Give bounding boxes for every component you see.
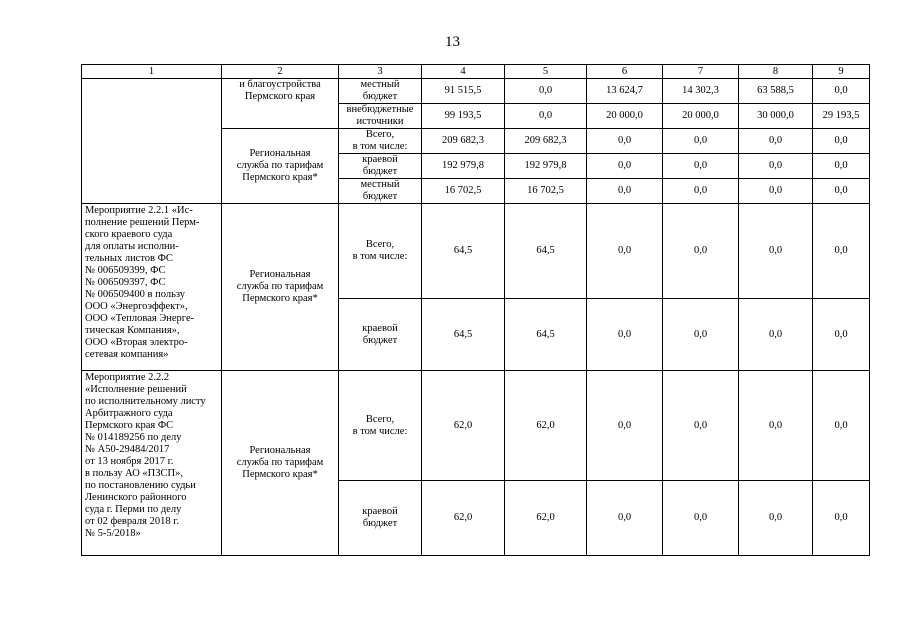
amount-cell: 62,0 bbox=[422, 371, 505, 481]
text-line: служба по тарифам bbox=[236, 281, 324, 292]
text-line: Пермского края* bbox=[242, 293, 318, 304]
text-line: бюджет bbox=[362, 191, 398, 202]
amount-cell: 0,0 bbox=[813, 481, 870, 556]
amount-cell: 14 302,3 bbox=[663, 79, 739, 104]
amount-cell: 0,0 bbox=[663, 154, 739, 179]
event-description bbox=[82, 371, 222, 556]
amount-cell: 0,0 bbox=[587, 204, 663, 299]
amount-cell: 20 000,0 bbox=[587, 104, 663, 129]
funding-source bbox=[339, 299, 422, 371]
amount-cell: 0,0 bbox=[505, 104, 587, 129]
amount-cell: 0,0 bbox=[663, 204, 739, 299]
text-line: бюджет bbox=[362, 166, 398, 177]
text-line: ского краевого суда bbox=[85, 229, 173, 240]
text-line: краевой bbox=[362, 322, 398, 334]
text-line: «Исполнение решений bbox=[85, 384, 187, 395]
amount-cell: 0,0 bbox=[587, 481, 663, 556]
text-line: Мероприятие 2.2.2 bbox=[85, 372, 170, 383]
text-line: по постановлению судьи bbox=[85, 480, 196, 491]
text-line: Всего, bbox=[365, 413, 395, 425]
column-header: 3 bbox=[339, 65, 422, 79]
text-line: в пользу АО «ПЗСП», bbox=[85, 468, 183, 479]
amount-cell: 16 702,5 bbox=[505, 179, 587, 204]
amount-cell: 0,0 bbox=[663, 481, 739, 556]
funding-source bbox=[339, 129, 422, 154]
amount-cell: 16 702,5 bbox=[422, 179, 505, 204]
text-line: для оплаты исполни- bbox=[85, 241, 179, 252]
text-line: Всего, bbox=[365, 239, 395, 250]
text-line: сетевая компания» bbox=[85, 349, 169, 360]
text-line: № 006509400 в пользу bbox=[85, 289, 186, 300]
amount-cell: 0,0 bbox=[505, 79, 587, 104]
amount-cell: 0,0 bbox=[739, 204, 813, 299]
funding-source bbox=[339, 204, 422, 299]
column-header: 9 bbox=[813, 65, 870, 79]
executor-cell bbox=[222, 204, 339, 371]
text-line: Пермского края ФС bbox=[85, 420, 174, 431]
funding-source bbox=[339, 79, 422, 104]
budget-table bbox=[81, 64, 870, 556]
column-header: 5 bbox=[505, 65, 587, 79]
text-line: тическая Компания», bbox=[85, 325, 180, 336]
funding-source bbox=[339, 104, 422, 129]
amount-cell: 0,0 bbox=[587, 371, 663, 481]
text-line: № А50-29484/2017 bbox=[85, 444, 170, 455]
text-line: ООО «Тепловая Энерге- bbox=[85, 313, 195, 324]
text-line: Мероприятие 2.2.1 «Ис- bbox=[85, 205, 193, 216]
amount-cell: 0,0 bbox=[739, 179, 813, 204]
text-line: Пермского края* bbox=[242, 172, 318, 183]
amount-cell: 0,0 bbox=[663, 299, 739, 371]
table-row bbox=[82, 371, 870, 481]
text-line: по исполнительному листу bbox=[85, 396, 206, 407]
amount-cell: 64,5 bbox=[505, 299, 587, 371]
amount-cell: 209 682,3 bbox=[422, 129, 505, 154]
event-description bbox=[82, 204, 222, 371]
text-line: № 006509399, ФС bbox=[85, 265, 166, 276]
column-header-row bbox=[82, 65, 870, 79]
text-line: внебюджетные bbox=[346, 104, 414, 115]
amount-cell: 0,0 bbox=[813, 154, 870, 179]
amount-cell: 62,0 bbox=[422, 481, 505, 556]
text-line: № 014189256 по делу bbox=[85, 432, 182, 443]
text-line: бюджет bbox=[362, 334, 398, 346]
text-line: Пермского края bbox=[244, 91, 316, 102]
amount-cell: 0,0 bbox=[813, 299, 870, 371]
amount-cell: 20 000,0 bbox=[663, 104, 739, 129]
executor-cell bbox=[222, 129, 339, 204]
page-number: 13 bbox=[445, 34, 460, 50]
amount-cell: 62,0 bbox=[505, 371, 587, 481]
text-line: местный bbox=[360, 179, 400, 190]
amount-cell: 62,0 bbox=[505, 481, 587, 556]
column-header: 8 bbox=[739, 65, 813, 79]
amount-cell: 91 515,5 bbox=[422, 79, 505, 104]
amount-cell: 0,0 bbox=[587, 299, 663, 371]
column-header: 6 bbox=[587, 65, 663, 79]
text-line: ООО «Вторая электро- bbox=[85, 337, 188, 348]
text-line: бюджет bbox=[362, 91, 398, 102]
funding-source bbox=[339, 154, 422, 179]
text-line: ООО «Энергоэффект», bbox=[85, 301, 188, 312]
amount-cell: 0,0 bbox=[739, 299, 813, 371]
amount-cell: 64,5 bbox=[422, 299, 505, 371]
column-header: 7 bbox=[663, 65, 739, 79]
amount-cell: 0,0 bbox=[813, 79, 870, 104]
text-line: Пермского края* bbox=[242, 469, 318, 480]
amount-cell: 0,0 bbox=[739, 154, 813, 179]
amount-cell: 0,0 bbox=[587, 179, 663, 204]
event-description bbox=[82, 79, 222, 204]
amount-cell: 192 979,8 bbox=[422, 154, 505, 179]
amount-cell: 0,0 bbox=[739, 129, 813, 154]
text-line: в том числе: bbox=[352, 425, 408, 437]
amount-cell: 0,0 bbox=[739, 371, 813, 481]
amount-cell: 13 624,7 bbox=[587, 79, 663, 104]
amount-cell: 0,0 bbox=[813, 179, 870, 204]
text-line: тельных листов ФС bbox=[85, 253, 173, 264]
text-line: № 5-5/2018» bbox=[85, 528, 141, 539]
text-line: в том числе: bbox=[352, 141, 408, 152]
table-row bbox=[82, 79, 870, 104]
amount-cell: 0,0 bbox=[739, 481, 813, 556]
executor-cell bbox=[222, 371, 339, 556]
text-line: служба по тарифам bbox=[236, 457, 324, 468]
amount-cell: 64,5 bbox=[422, 204, 505, 299]
text-line: в том числе: bbox=[352, 251, 408, 262]
text-line: от 02 февраля 2018 г. bbox=[85, 516, 179, 527]
amount-cell: 192 979,8 bbox=[505, 154, 587, 179]
text-line: Региональная bbox=[249, 148, 311, 159]
text-line: Региональная bbox=[249, 445, 311, 456]
text-line: № 006509397, ФС bbox=[85, 277, 166, 288]
text-line: и благоустройства bbox=[239, 79, 321, 90]
text-line: источники bbox=[356, 116, 404, 127]
funding-source bbox=[339, 371, 422, 481]
amount-cell: 29 193,5 bbox=[813, 104, 870, 129]
text-line: Всего, bbox=[365, 129, 395, 140]
executor-cell bbox=[222, 79, 339, 129]
amount-cell: 0,0 bbox=[663, 371, 739, 481]
text-line: служба по тарифам bbox=[236, 160, 324, 171]
amount-cell: 0,0 bbox=[663, 129, 739, 154]
text-line: полнение решений Перм- bbox=[85, 217, 200, 228]
text-line: суда г. Перми по делу bbox=[85, 504, 182, 515]
amount-cell: 0,0 bbox=[813, 371, 870, 481]
amount-cell: 64,5 bbox=[505, 204, 587, 299]
amount-cell: 0,0 bbox=[587, 129, 663, 154]
amount-cell: 209 682,3 bbox=[505, 129, 587, 154]
text-line: краевой bbox=[362, 154, 398, 165]
column-header: 2 bbox=[222, 65, 339, 79]
text-line: Региональная bbox=[249, 269, 311, 280]
text-line: местный bbox=[360, 79, 400, 90]
column-header: 4 bbox=[422, 65, 505, 79]
text-line: краевой bbox=[362, 506, 398, 517]
text-line: Арбитражного суда bbox=[85, 408, 173, 419]
funding-source bbox=[339, 481, 422, 556]
text-line: бюджет bbox=[362, 518, 398, 529]
amount-cell: 99 193,5 bbox=[422, 104, 505, 129]
amount-cell: 0,0 bbox=[663, 179, 739, 204]
amount-cell: 0,0 bbox=[813, 129, 870, 154]
column-header: 1 bbox=[82, 65, 222, 79]
amount-cell: 0,0 bbox=[813, 204, 870, 299]
text-line: от 13 ноября 2017 г. bbox=[85, 456, 174, 467]
funding-source bbox=[339, 179, 422, 204]
amount-cell: 0,0 bbox=[587, 154, 663, 179]
amount-cell: 63 588,5 bbox=[739, 79, 813, 104]
table-row bbox=[82, 204, 870, 299]
amount-cell: 30 000,0 bbox=[739, 104, 813, 129]
text-line: Ленинского районного bbox=[85, 492, 187, 503]
